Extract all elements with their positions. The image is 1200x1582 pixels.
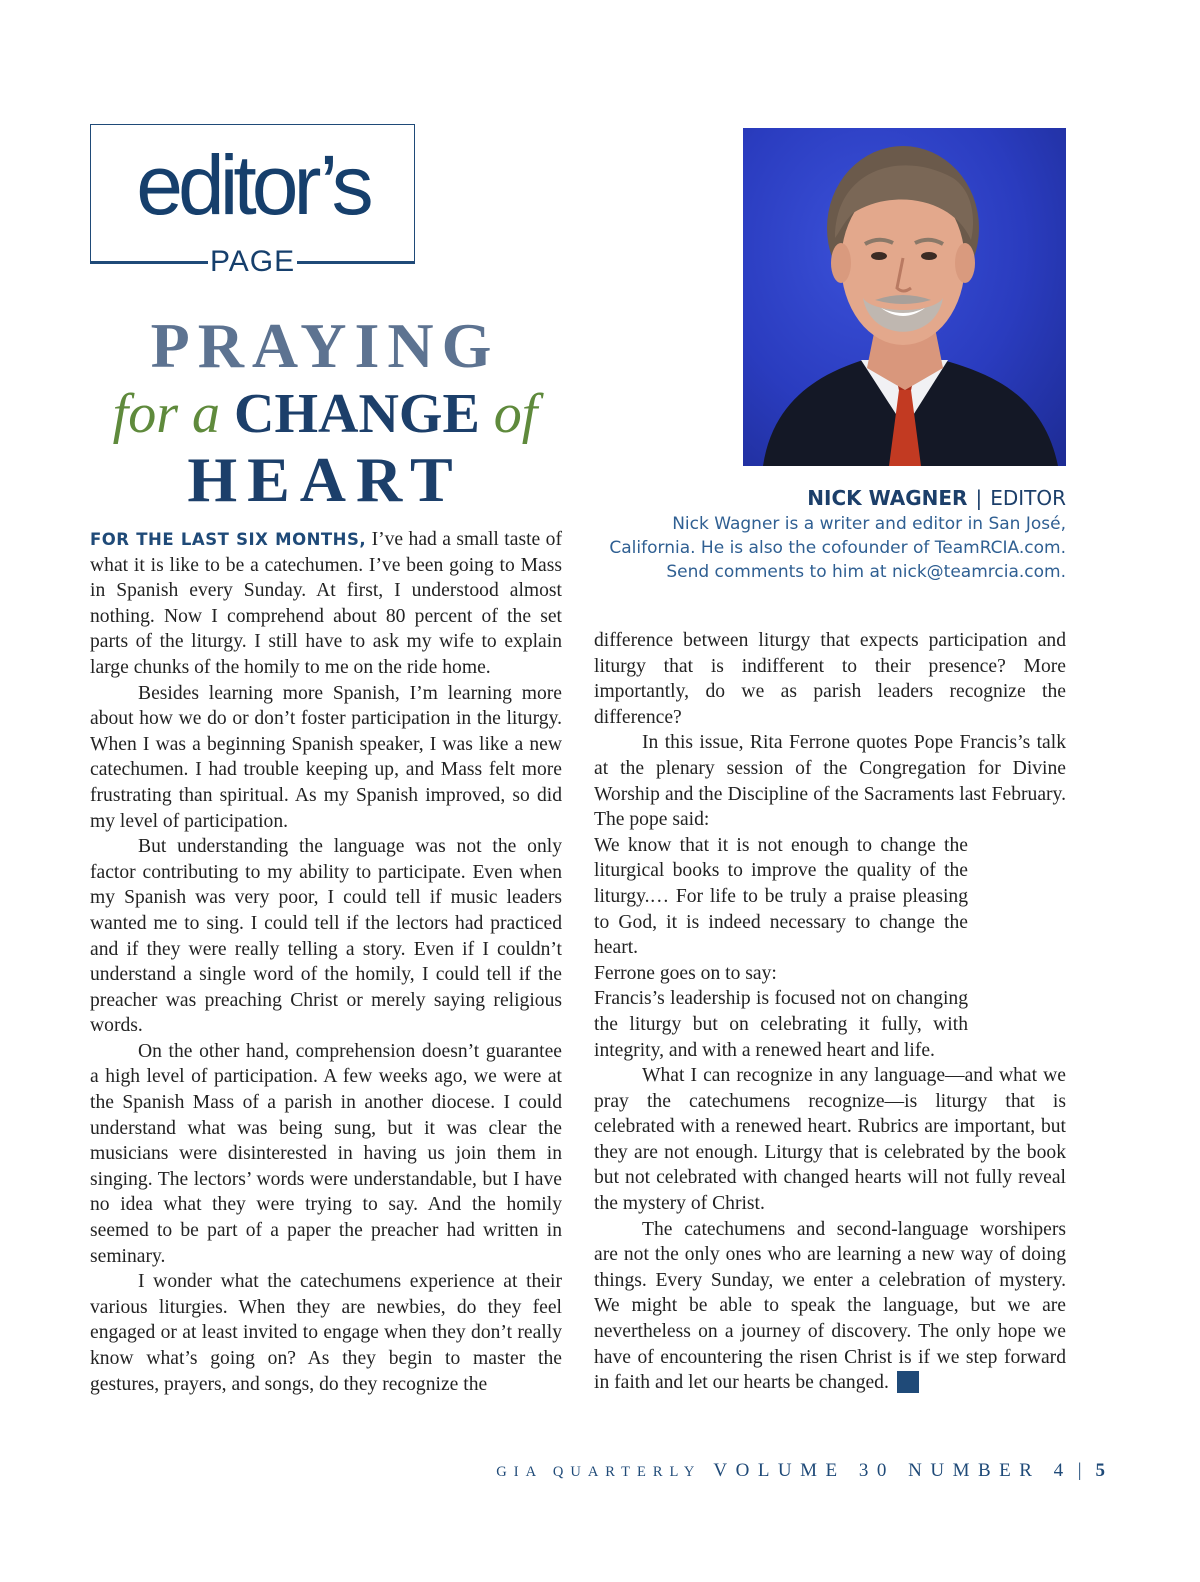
paragraph-1-text: I’ve had a small taste of what it is like to be a catechumen. I’ve been going to Mass in Spanish every Sunday. At first, I understood almost nothing. Now I comprehend about 80 percent of the set parts of the liturgy. I still have to ask my wife to explain large chunks of the homily to me on the ride home. (90, 529, 562, 678)
article-paragraph-3: But understanding the language was not the only factor contributing to my ability to participate. Even when my Spanish was very poor, I could tell if music leaders wanted me to sing. I could tell if the lectors had practiced and if they were really telling a story. Even if I couldn’t understand a single word of the homily, I could tell if the preacher was preaching Christ or merely saying religious words. (90, 836, 562, 1037)
article-paragraph-4: On the other hand, comprehension doesn’t guarantee a high level of participation. A few weeks ago, we were at the Spanish Mass of a parish in another diocese. I could understand what was being sung, but it was clear the musicians were disinterested in having us join them in singing. The lectors’ words were understandable, but I have no idea what they were trying to say. And the homily seemed to be part of a paper the preacher had written in seminary. (90, 1040, 562, 1267)
article-lead-in: FOR THE LAST SIX MONTHS, (90, 530, 367, 549)
byline-separator: | (975, 486, 983, 510)
footer-page-number: 5 (1095, 1460, 1105, 1481)
footer-separator: | (1077, 1460, 1082, 1481)
masthead-sub-text: PAGE (209, 245, 296, 278)
paragraph-9-text: The catechumens and second-language worshipers are not the only ones who are learning a new way of doing things. Every Sunday, we enter a celebration of mystery. We might be able to speak the language, but we are nevertheless on a journey of discovery. The only hope we have of encountering the risen Christ is if we step forward in faith and let our hearts be changed. (594, 1218, 1066, 1394)
editor-byline (600, 484, 1066, 512)
article-column-left (90, 527, 562, 1397)
title-of: of (493, 383, 538, 445)
editor-bio: Nick Wagner is a writer and editor in San José, California. He is also the cofounder of TeamRCIA.com. Send comments to him at nick@teamrcia.com. (609, 514, 1066, 583)
footer-publication: GIA QUARTERLY (496, 1464, 702, 1480)
title-change: CHANGE (234, 383, 480, 445)
block-quote-pope: We know that it is not enough to change the liturgical books to improve the quality of the liturgy.… For life to be truly a praise pleasing to God, it is indeed necessary to change the heart. (594, 834, 968, 959)
page-footer (496, 1460, 1105, 1482)
end-of-article-mark (897, 1371, 919, 1393)
article-title-line-1: PRAYING (150, 310, 500, 381)
article-paragraph-1 (90, 527, 562, 681)
editor-role: EDITOR (990, 486, 1066, 510)
editor-portrait-illustration (743, 128, 1066, 466)
article-paragraph-9 (594, 1217, 1066, 1396)
article-paragraph-8: What I can recognize in any language—and what we pray the catechumens recognize—is liturgy that is celebrated with a renewed heart. Rubrics are important, but they are not enough. Liturgy that is celebrated by the book but not celebrated with changed hearts will not fully reveal the mystery of Christ. (594, 1065, 1066, 1215)
article-column-right (594, 628, 1066, 1396)
footer-volume: VOLUME 30 NUMBER 4 (713, 1460, 1072, 1481)
editor-name: NICK WAGNER (807, 486, 968, 510)
editor-photo (743, 128, 1066, 466)
block-quote-ferrone: Francis’s leadership is focused not on changing the liturgy but on celebrating it fully, with integrity, and with a renewed heart and life. (594, 988, 968, 1061)
masthead-page-label (90, 242, 415, 282)
paragraph-5-part-2: difference between liturgy that expects participation and liturgy that is indifferent to their presence? More importantly, do we as parish leaders recognize the difference? (594, 630, 1066, 728)
masthead-word: editor’s (136, 138, 369, 232)
article-paragraph-2: Besides learning more Spanish, I’m learning more about how we do or don’t foster participation in the liturgy. When I was a beginning Spanish speaker, I was like a new catechumen. I had trouble keeping up, and Mass felt more frustrating than spiritual. As my Spanish improved, so did my level of participation. (90, 682, 562, 832)
article-paragraph-7: Ferrone goes on to say: (594, 962, 777, 984)
paragraph-5-part-1: I wonder what the catechumens experience at their various liturgies. When they are newbies, do they feel engaged or at least invited to engage when they don’t really know what’s going on? As they begin to master the gestures, prayers, and songs, do they recognize the (90, 1271, 562, 1395)
article-paragraph-5 (90, 1269, 562, 1397)
article-paragraph-6: In this issue, Rita Ferrone quotes Pope Francis’s talk at the plenary session of the Congregation for Divine Worship and the Discipline of the Sacraments last February. The pope said: (594, 732, 1066, 831)
article-paragraph-5-continued (594, 628, 1066, 730)
title-for-a: for a (112, 383, 220, 445)
article-title-line-3: HEART (187, 444, 463, 515)
